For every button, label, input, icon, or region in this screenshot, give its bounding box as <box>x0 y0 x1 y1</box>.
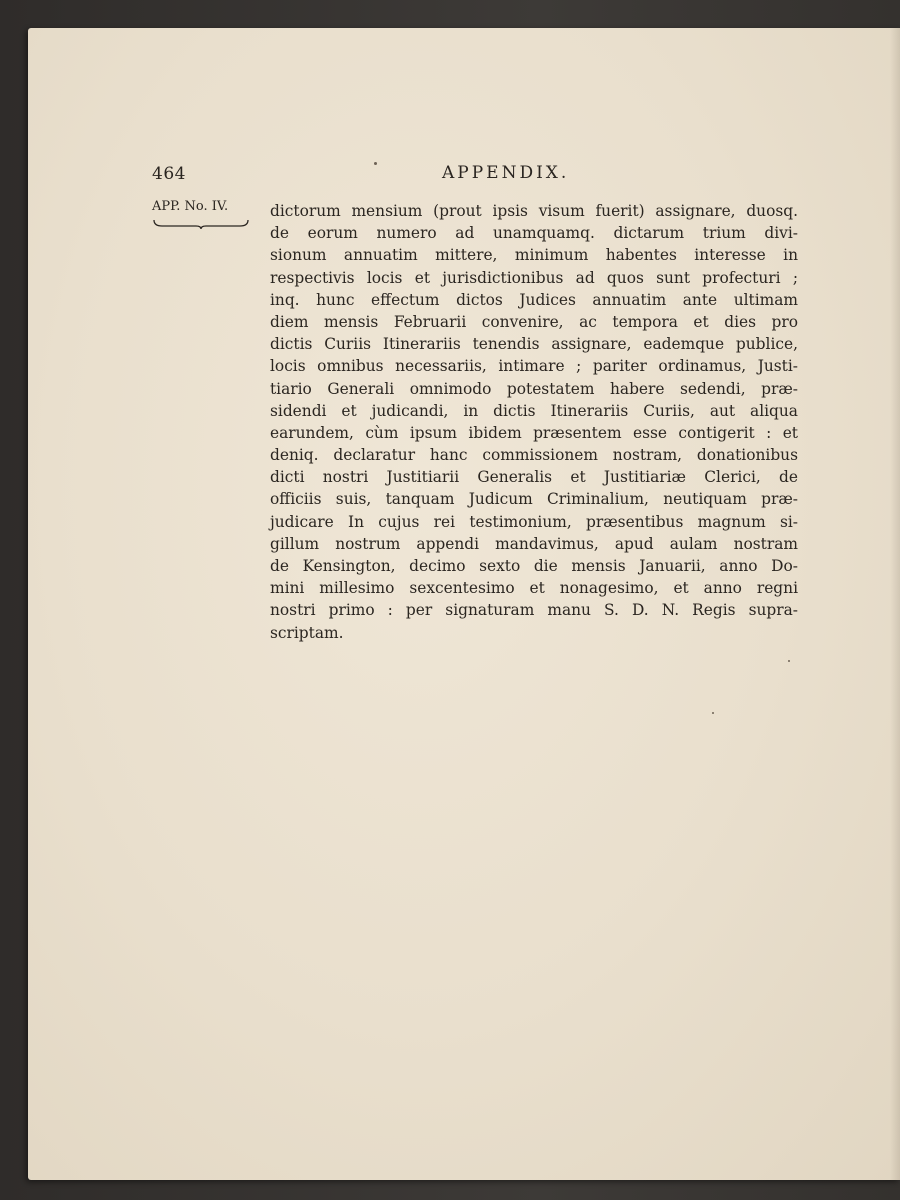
paper-speck <box>788 660 790 662</box>
text-line: de Kensington, decimo sexto die mensis Januarii, anno Do- <box>270 557 798 575</box>
page-number: 464 <box>152 164 186 184</box>
text-line: sionum annuatim mittere, minimum habentes interesse in <box>270 246 798 265</box>
text-line: gillum nostrum appendi mandavimus, apud aulam nostram <box>270 534 798 553</box>
paper-speck <box>712 712 714 714</box>
text-line: officiis suis, tanquam Judicum Criminalium, neutiquam præ- <box>270 490 798 509</box>
text-line: locis omnibus necessariis, intimare ; pariter ordinamus, Justi- <box>270 357 798 376</box>
page-edge-shadow <box>890 28 900 1180</box>
text-line: earundem, cùm ipsum ibidem præsentem esse contigerit : et <box>270 423 798 442</box>
running-head: APPENDIX. <box>442 163 570 183</box>
margin-note: APP. No. IV. <box>152 199 229 214</box>
text-line: scriptam. <box>270 623 344 642</box>
margin-brace-ornament <box>152 218 250 230</box>
text-line: inq. hunc effectum dictos Judices annuatim ante ultimam <box>270 290 798 309</box>
text-line: mini millesimo sexcentesimo et nonagesimo, et anno regni <box>270 579 798 598</box>
book-page <box>28 28 900 1180</box>
text-line: dictorum mensium (prout ipsis visum fuerit) assignare, duosq. <box>270 202 798 220</box>
text-line: diem mensis Februarii convenire, ac tempora et dies pro <box>270 312 798 331</box>
text-line: de eorum numero ad unamquamq. dictarum trium divi- <box>270 224 798 243</box>
text-line: judicare In cujus rei testimonium, præsentibus magnum si- <box>270 512 798 531</box>
text-line: dictis Curiis Itinerariis tenendis assignare, eademque publice, <box>270 335 798 354</box>
text-line: dicti nostri Justitiarii Generalis et Justitiariæ Clerici, de <box>270 468 798 487</box>
text-line: tiario Generali omnimodo potestatem habere sedendi, præ- <box>270 379 798 398</box>
paper-speck <box>374 162 377 165</box>
text-line: nostri primo : per signaturam manu S. D. N. Regis supra- <box>270 601 798 620</box>
text-line: sidendi et judicandi, in dictis Itinerariis Curiis, aut aliqua <box>270 401 798 420</box>
body-text <box>270 200 798 644</box>
text-line: respectivis locis et jurisdictionibus ad quos sunt profecturi ; <box>270 268 798 287</box>
text-line: deniq. declaratur hanc commissionem nostram, donationibus <box>270 446 798 465</box>
